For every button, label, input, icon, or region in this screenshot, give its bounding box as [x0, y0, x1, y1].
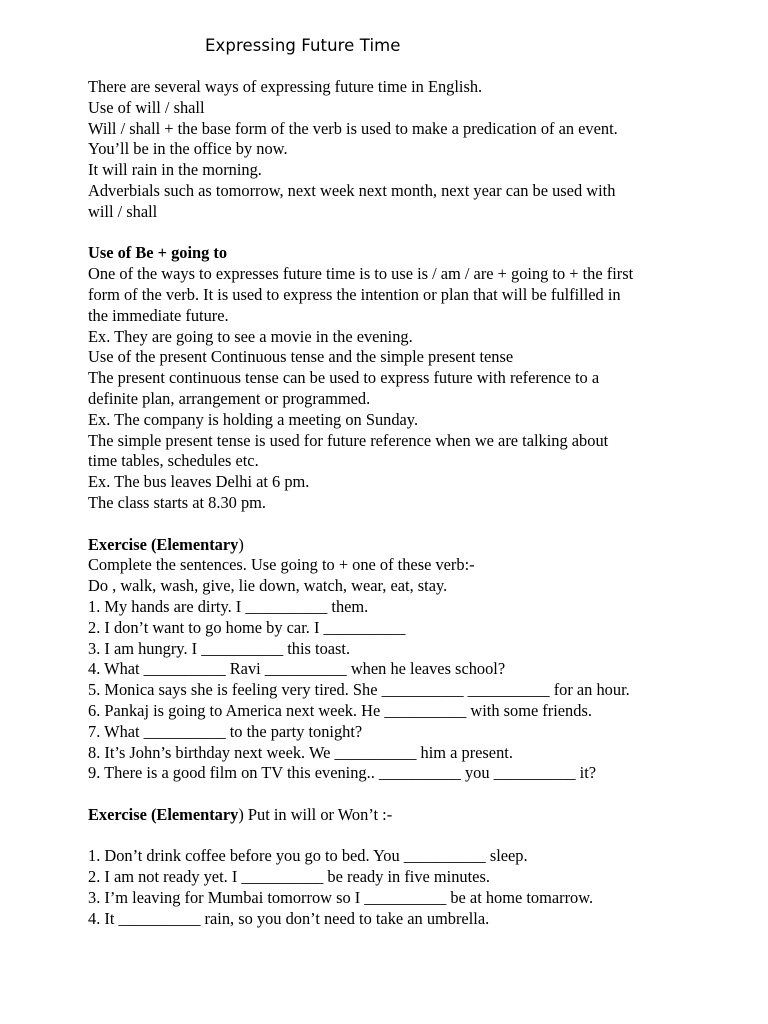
- page-title: Expressing Future Time: [205, 36, 401, 55]
- section-heading: Use of Be + going to: [88, 243, 228, 263]
- going-to-line: The present continuous tense can be used to express future with reference to a: [88, 368, 600, 388]
- going-to-line: The simple present tense is used for future reference when we are talking about: [88, 430, 609, 450]
- paragraph-gap: [88, 223, 728, 244]
- going-to-section: [88, 243, 728, 513]
- intro-line: You’ll be in the office by now.: [88, 139, 288, 159]
- intro-line: Will / shall + the base form of the verb is used to make a predication of an event.: [88, 118, 618, 138]
- exercise-heading-bold: Exercise (Elementary: [88, 534, 239, 554]
- exercise-item: 7. What __________ to the party tonight?: [88, 721, 363, 741]
- intro-line: Adverbials such as tomorrow, next week next month, next year can be used with: [88, 180, 616, 200]
- exercise-item: 6. Pankaj is going to America next week. He __________ with some friends.: [88, 700, 592, 720]
- exercise-instruction: Complete the sentences. Use going to + one of these verb:-: [88, 555, 475, 575]
- exercise-item: 8. It’s John’s birthday next week. We __________ him a present.: [88, 742, 513, 762]
- intro-line: There are several ways of expressing future time in English.: [88, 77, 483, 96]
- going-to-line: The class starts at 8.30 pm.: [88, 492, 266, 512]
- document-body: [88, 77, 728, 930]
- going-to-line: Ex. The company is holding a meeting on Sunday.: [88, 409, 419, 429]
- going-to-line: One of the ways to expresses future time is to use is / am / are + going to + the first: [88, 264, 634, 284]
- paragraph-gap: [88, 514, 728, 535]
- exercise-item: 2. I am not ready yet. I __________ be ready in five minutes.: [88, 867, 490, 887]
- going-to-line: definite plan, arrangement or programmed.: [88, 388, 371, 408]
- exercise-item: 1. My hands are dirty. I __________ them.: [88, 596, 369, 616]
- intro-line: Use of will / shall: [88, 97, 205, 117]
- going-to-line: Use of the present Continuous tense and the simple present tense: [88, 347, 514, 367]
- exercise-heading-rest: ): [238, 534, 244, 554]
- exercise-heading-rest: ) Put in will or Won’t :-: [238, 804, 393, 824]
- going-to-line: Ex. They are going to see a movie in the evening.: [88, 326, 413, 346]
- exercise-item: 3. I’m leaving for Mumbai tomorrow so I __________ be at home tomarrow.: [88, 888, 594, 908]
- exercise-two-section: [88, 805, 728, 930]
- intro-line: will / shall: [88, 201, 158, 221]
- exercise-item: 4. What __________ Ravi __________ when he leaves school?: [88, 659, 506, 679]
- going-to-line: the immediate future.: [88, 305, 229, 325]
- intro-line: It will rain in the morning.: [88, 160, 262, 180]
- exercise-verb-list: Do , walk, wash, give, lie down, watch, wear, eat, stay.: [88, 576, 448, 596]
- exercise-heading: [88, 805, 728, 826]
- intro-section: [88, 77, 728, 223]
- paragraph-gap: [88, 826, 728, 847]
- exercise-item: 9. There is a good film on TV this evening.. __________ you __________ it?: [88, 763, 597, 783]
- paragraph-gap: [88, 784, 728, 805]
- exercise-item: 5. Monica says she is feeling very tired. She __________ __________ for an hour.: [88, 680, 630, 700]
- going-to-line: form of the verb. It is used to express the intention or plan that will be fulfilled in: [88, 284, 621, 304]
- exercise-heading-bold: Exercise (Elementary: [88, 804, 239, 824]
- exercise-heading: [88, 535, 728, 556]
- exercise-item: 4. It __________ rain, so you don’t need to take an umbrella.: [88, 908, 490, 928]
- exercise-item: 2. I don’t want to go home by car. I __________: [88, 617, 406, 637]
- exercise-item: 3. I am hungry. I __________ this toast.: [88, 638, 351, 658]
- exercise-one-section: [88, 535, 728, 785]
- going-to-line: Ex. The bus leaves Delhi at 6 pm.: [88, 472, 310, 492]
- exercise-item: 1. Don’t drink coffee before you go to bed. You __________ sleep.: [88, 846, 528, 866]
- going-to-line: time tables, schedules etc.: [88, 451, 259, 471]
